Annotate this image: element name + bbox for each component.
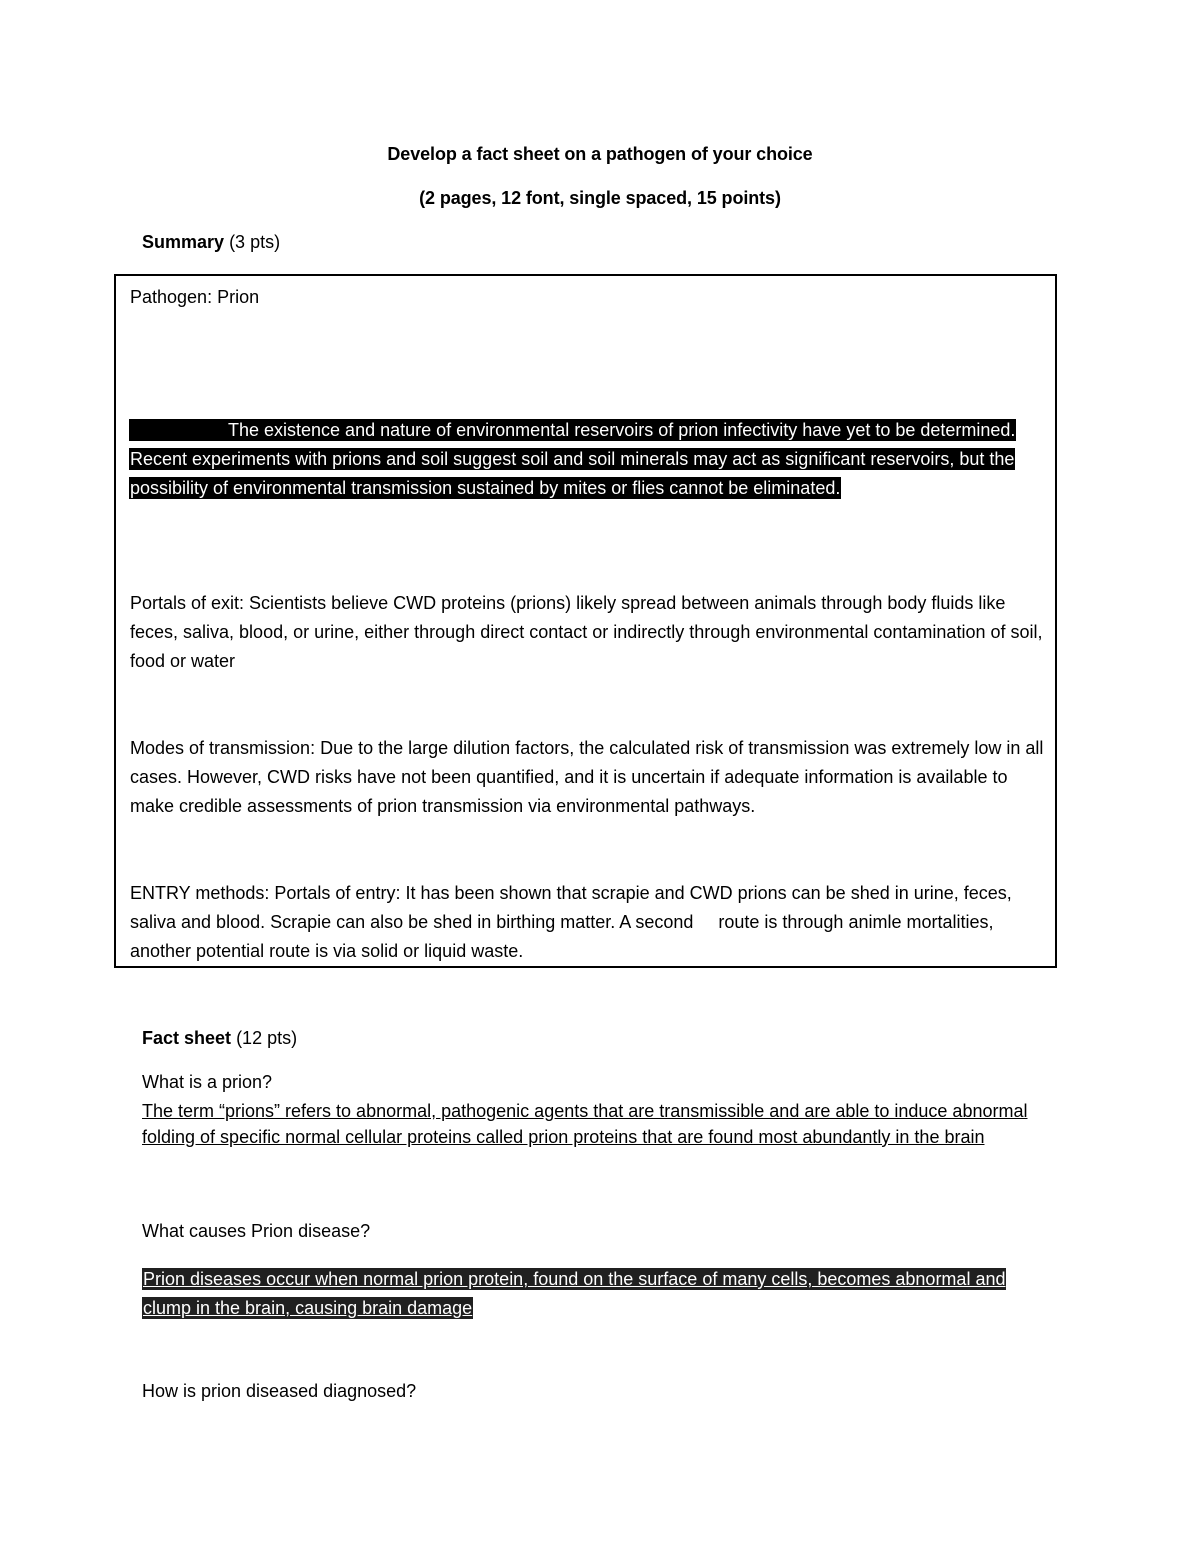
document-title: Develop a fact sheet on a pathogen of your choice [387, 144, 813, 164]
question-what-is-prion: What is a prion? [142, 1072, 273, 1092]
fact-sheet-heading-label: Fact sheet [142, 1028, 232, 1048]
answer-what-causes-prion-disease [142, 1265, 1057, 1323]
answer-what-is-prion: The term “prions” refers to abnormal, pathogenic agents that are transmissible and are able to induce abnormal folding of specific normal cellular proteins called prion proteins that are found most abundantly in the brain [142, 1101, 1028, 1147]
question-what-causes-prion-disease: What causes Prion disease? [142, 1221, 371, 1241]
portals-of-exit-paragraph: Portals of exit: Scientists believe CWD proteins (prions) likely spread between animals through body fluids like feces, saliva, blood, or urine, either through direct contact or indirectly through environmental contamination of soil, food or water [130, 593, 1043, 671]
fact-sheet-points: (12 pts) [236, 1028, 298, 1048]
summary-heading [142, 232, 280, 253]
fact-sheet-heading [142, 1028, 297, 1049]
summary-points: (3 pts) [229, 232, 281, 252]
summary-heading-label: Summary [142, 232, 225, 252]
document-subtitle: (2 pages, 12 font, single spaced, 15 points) [419, 188, 781, 208]
reservoir-paragraph [129, 416, 1054, 503]
question-how-diagnosed: How is prion diseased diagnosed? [142, 1381, 417, 1401]
reservoir-text: The existence and nature of environmental reservoirs of prion infectivity have yet to be determined. Recent experiments with prions and soil suggest soil and soil minerals may act as significant reservoirs, but the possibility of environmental transmission sustained by mites or flies cannot be eliminated. [130, 420, 1016, 498]
modes-of-transmission-paragraph: Modes of transmission: Due to the large dilution factors, the calculated risk of transmission was extremely low in all cases. However, CWD risks have not been quantified, and it is uncertain if adequate information is available to make credible assessments of prion transmission via environmental pathways. [130, 738, 1044, 816]
entry-methods-paragraph: ENTRY methods: Portals of entry: It has been shown that scrapie and CWD prions can be shed in urine, feces, saliva and blood. Scrapie can also be shed in birthing matter. A second route is through animle mortalities, another potential route is via solid or liquid waste. [130, 883, 1017, 961]
summary-box [114, 274, 1057, 968]
reservoir-highlight [129, 419, 1016, 499]
pathogen-line: Pathogen: Prion [130, 287, 260, 307]
answer-highlight: Prion diseases occur when normal prion protein, found on the surface of many cells, becomes abnormal and clump in the brain, causing brain damage [143, 1269, 1006, 1318]
